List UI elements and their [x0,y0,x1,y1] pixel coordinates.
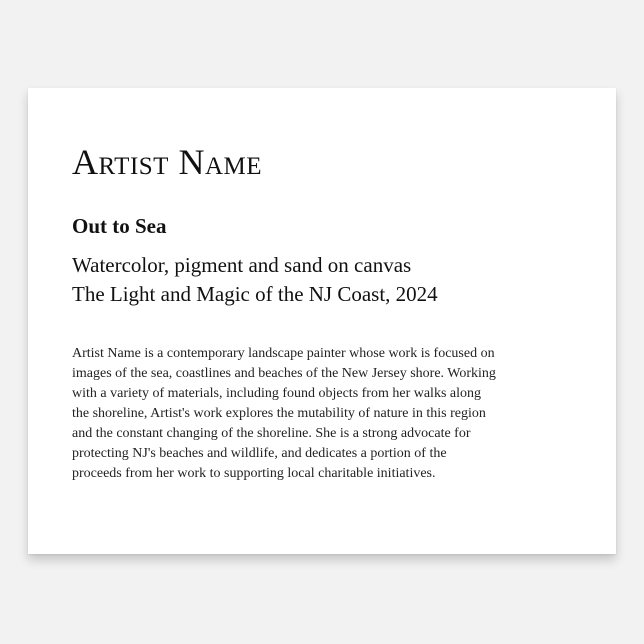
placard-card [28,88,616,554]
bio-line: the shoreline, Artist's work explores the mutability of nature in this region [72,406,486,421]
bio-line: protecting NJ's beaches and wildlife, and dedicates a portion of the [72,446,447,461]
bio-line: with a variety of materials, including found objects from her walks along [72,386,482,401]
artwork-medium: Watercolor, pigment and sand on canvas [72,253,412,277]
artwork-title: Out to Sea [72,214,167,238]
artist-name: Artist Name [72,142,262,182]
artist-bio [72,344,584,484]
bio-line: Artist Name is a contemporary landscape painter whose work is focused on [72,346,495,361]
bio-line: and the constant changing of the shoreline. She is a strong advocate for [72,426,471,441]
bio-line: images of the sea, coastlines and beaches of the New Jersey shore. Working [72,366,496,381]
bio-line: proceeds from her work to supporting local charitable initiatives. [72,466,436,481]
exhibition-info: The Light and Magic of the NJ Coast, 2024 [72,282,438,306]
